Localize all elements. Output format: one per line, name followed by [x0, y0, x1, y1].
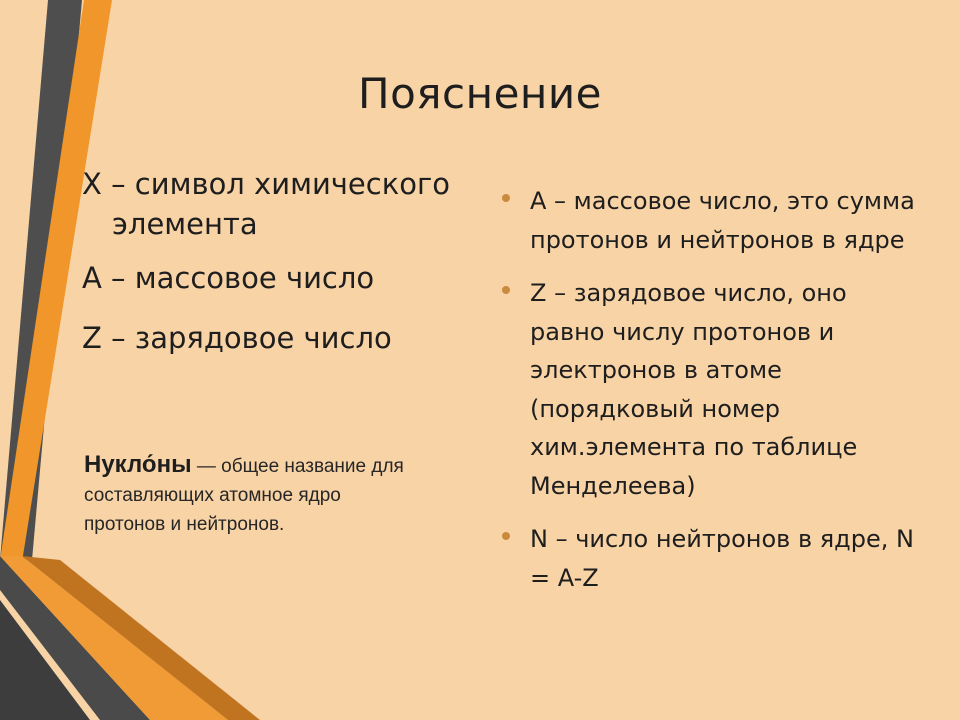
- bullet-text-n: N – число нейтронов в ядре, N = A-Z: [530, 525, 914, 592]
- definitions-list: [82, 164, 502, 378]
- bullet-text-a: A – массовое число, это сумма протонов и нейтронов в ядре: [530, 187, 915, 254]
- bullet-dot-icon: [502, 286, 510, 294]
- bullet-item-a: [498, 182, 918, 259]
- nucleon-note: [84, 450, 414, 539]
- definition-z: Z – зарядовое число: [82, 321, 392, 355]
- definition-a: A – массовое число: [82, 261, 375, 295]
- bullet-item-n: [498, 520, 918, 597]
- bullet-text-z: Z – зарядовое число, оно равно числу протонов и электронов в атоме (порядковый номер хим.элемента по таблице Менделеева): [530, 279, 858, 500]
- bullet-dot-icon: [502, 532, 510, 540]
- slide-title: Пояснение: [357, 69, 603, 118]
- definition-x: X – символ химического элемента: [82, 167, 450, 241]
- bullet-dot-icon: [502, 194, 510, 202]
- nucleon-definition: — общее название для составляющих атомное ядро протонов и нейтронов.: [84, 456, 404, 535]
- bullet-item-z: [498, 274, 918, 505]
- explanation-bullets: [498, 182, 918, 612]
- nucleon-term: Нукло́ны: [84, 451, 192, 478]
